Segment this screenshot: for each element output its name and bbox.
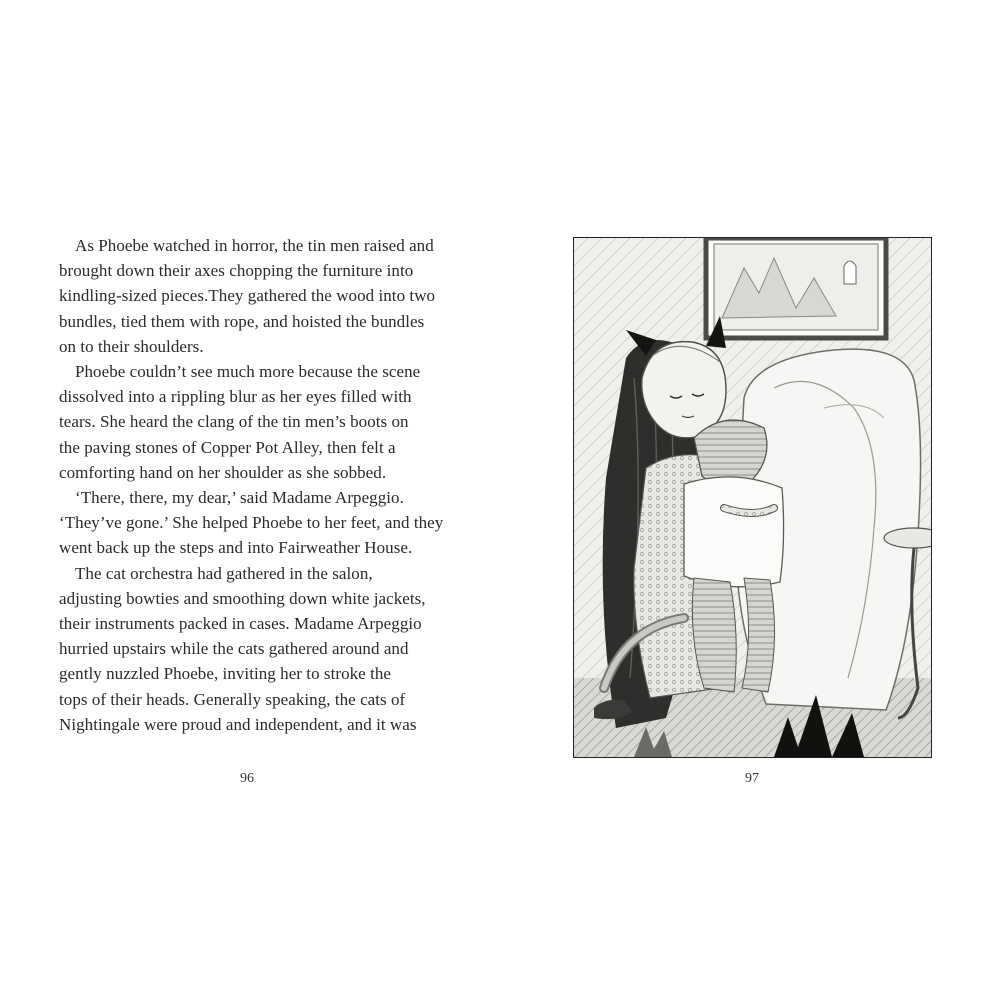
text-line: Phoebe couldn’t see much more because the scene bbox=[75, 362, 421, 382]
text-line: Nightingale were proud and independent, and it was bbox=[59, 714, 417, 734]
text-line: dissolved into a rippling blur as her eyes filled with bbox=[59, 387, 412, 407]
illustration bbox=[573, 237, 932, 758]
text-line: their instruments packed in cases. Madame Arpeggio bbox=[59, 614, 422, 634]
text-line: As Phoebe watched in horror, the tin men raised and bbox=[75, 236, 434, 255]
text-line: The cat orchestra had gathered in the salon, bbox=[75, 563, 373, 583]
paragraph-3 bbox=[59, 485, 479, 561]
text-line: comforting hand on her shoulder as she sobbed. bbox=[59, 462, 387, 482]
text-line: tops of their heads. Generally speaking, the cats of bbox=[59, 689, 406, 709]
text-line: the paving stones of Copper Pot Alley, then felt a bbox=[59, 437, 396, 457]
text-line: bundles, tied them with rope, and hoisted the bundles bbox=[59, 311, 425, 331]
page-number-right: 97 bbox=[745, 771, 759, 786]
text-line: adjusting bowties and smoothing down white jackets, bbox=[59, 588, 426, 608]
text-line: on to their shoulders. bbox=[59, 336, 204, 356]
text-line: ‘There, there, my dear,’ said Madame Arpeggio. bbox=[75, 488, 404, 508]
paragraph-2 bbox=[59, 359, 479, 485]
body-text bbox=[59, 233, 479, 737]
paragraph-1 bbox=[59, 233, 479, 359]
text-line: hurried upstairs while the cats gathered around and bbox=[59, 639, 409, 659]
illustration-drawing bbox=[574, 238, 931, 757]
framed-painting bbox=[706, 238, 886, 338]
text-line: brought down their axes chopping the furniture into bbox=[59, 261, 414, 281]
page-number-left: 96 bbox=[240, 771, 254, 786]
text-line: went back up the steps and into Fairweather House. bbox=[59, 538, 413, 558]
text-line: ‘They’ve gone.’ She helped Phoebe to her feet, and they bbox=[59, 513, 444, 533]
paragraph-4 bbox=[59, 561, 479, 737]
text-line: kindling-sized pieces.They gathered the wood into two bbox=[59, 286, 436, 306]
text-line: gently nuzzled Phoebe, inviting her to stroke the bbox=[59, 664, 391, 684]
text-line: tears. She heard the clang of the tin men’s boots on bbox=[59, 412, 409, 432]
